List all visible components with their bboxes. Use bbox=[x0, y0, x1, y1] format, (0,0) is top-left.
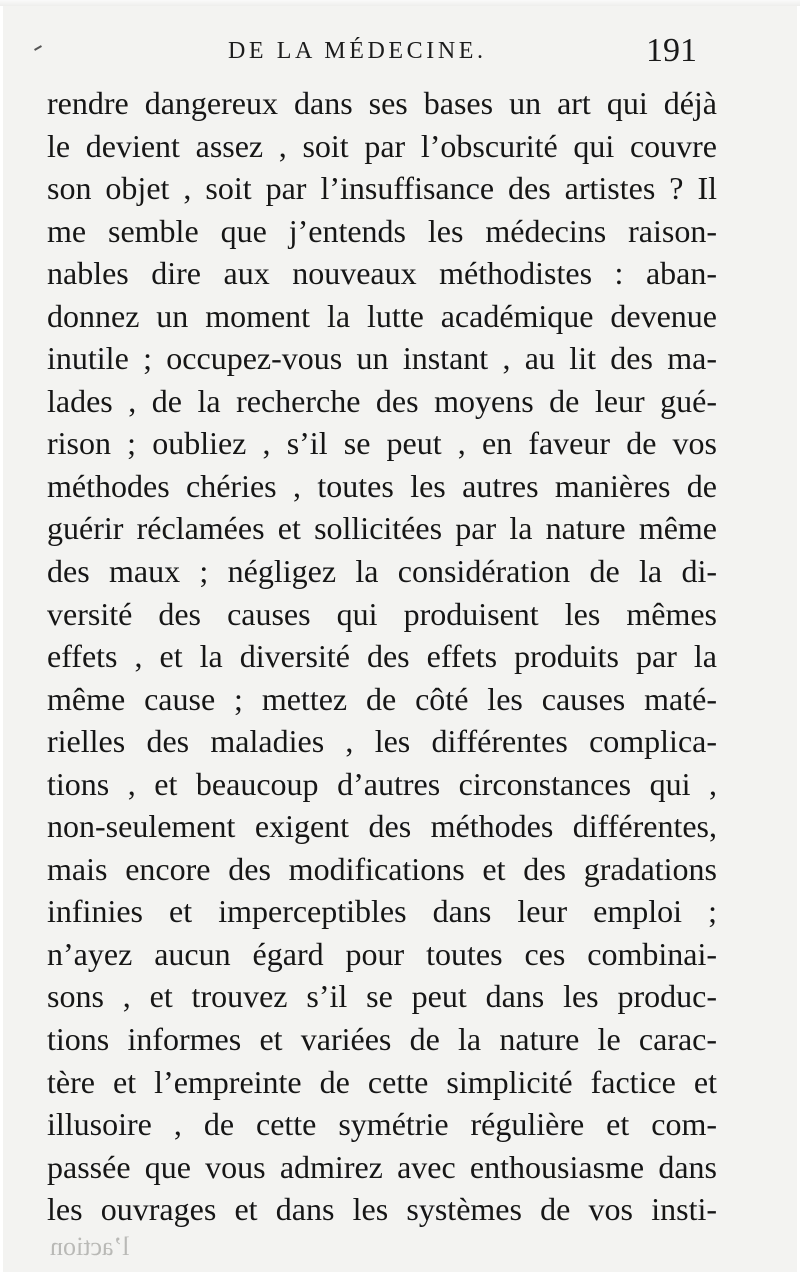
text-line: mais encore des modifications et des gradations bbox=[47, 850, 717, 887]
text-line: non-seulement exigent des méthodes différentes, bbox=[47, 808, 717, 845]
text-line: rison ; oubliez , s’il se peut , en faveur de vos bbox=[47, 425, 717, 462]
text-line: des maux ; négligez la considération de la di- bbox=[47, 553, 717, 590]
text-line: me semble que j’entends les médecins raison- bbox=[47, 212, 717, 249]
text-line: rielles des maladies , les différentes complica- bbox=[47, 723, 717, 760]
text-line: nables dire aux nouveaux méthodistes : aban- bbox=[47, 255, 717, 292]
text-line: son objet , soit par l’insuffisance des artistes ? Il bbox=[47, 170, 717, 207]
text-line: infinies et imperceptibles dans leur emploi ; bbox=[47, 893, 717, 930]
text-line: effets , et la diversité des effets produits par la bbox=[47, 638, 717, 675]
text-line: tère et l’empreinte de cette simplicité factice et bbox=[47, 1063, 717, 1100]
body-text bbox=[47, 82, 717, 1231]
page-title: DE LA MÉDECINE. bbox=[228, 38, 487, 64]
text-line: même cause ; mettez de côté les causes maté- bbox=[47, 680, 717, 717]
text-line: les ouvrages et dans les systèmes de vos insti- bbox=[47, 1191, 717, 1228]
text-line: tions , et beaucoup d’autres circonstances qui , bbox=[47, 765, 717, 802]
text-line: inutile ; occupez-vous un instant , au lit des ma- bbox=[47, 340, 717, 377]
text-line: méthodes chéries , toutes les autres manières de bbox=[47, 467, 717, 504]
text-line: le devient assez , soit par l’obscurité qui couvre bbox=[47, 127, 717, 164]
text-line: passée que vous admirez avec enthousiasme dans bbox=[47, 1148, 717, 1185]
text-line: versité des causes qui produisent les mêmes bbox=[47, 595, 717, 632]
text-line: lades , de la recherche des moyens de leur gué- bbox=[47, 382, 717, 419]
text-line: tions informes et variées de la nature le carac- bbox=[47, 1021, 717, 1058]
running-head bbox=[0, 32, 800, 76]
text-line: rendre dangereux dans ses bases un art qui déjà bbox=[47, 85, 717, 121]
text-line: n’ayez aucun égard pour toutes ces combinai- bbox=[47, 935, 717, 972]
text-line: guérir réclamées et sollicitées par la nature même bbox=[47, 510, 717, 547]
text-line: illusoire , de cette symétrie régulière et com- bbox=[47, 1106, 717, 1143]
bleed-through-text: l’action bbox=[50, 1232, 130, 1261]
text-line: donnez un moment la lutte académique devenue bbox=[47, 297, 717, 334]
text-line: sons , et trouvez s’il se peut dans les produc- bbox=[47, 978, 717, 1015]
page-edge bbox=[0, 0, 800, 6]
ink-mark bbox=[34, 45, 42, 51]
page-number: 191 bbox=[646, 32, 697, 69]
